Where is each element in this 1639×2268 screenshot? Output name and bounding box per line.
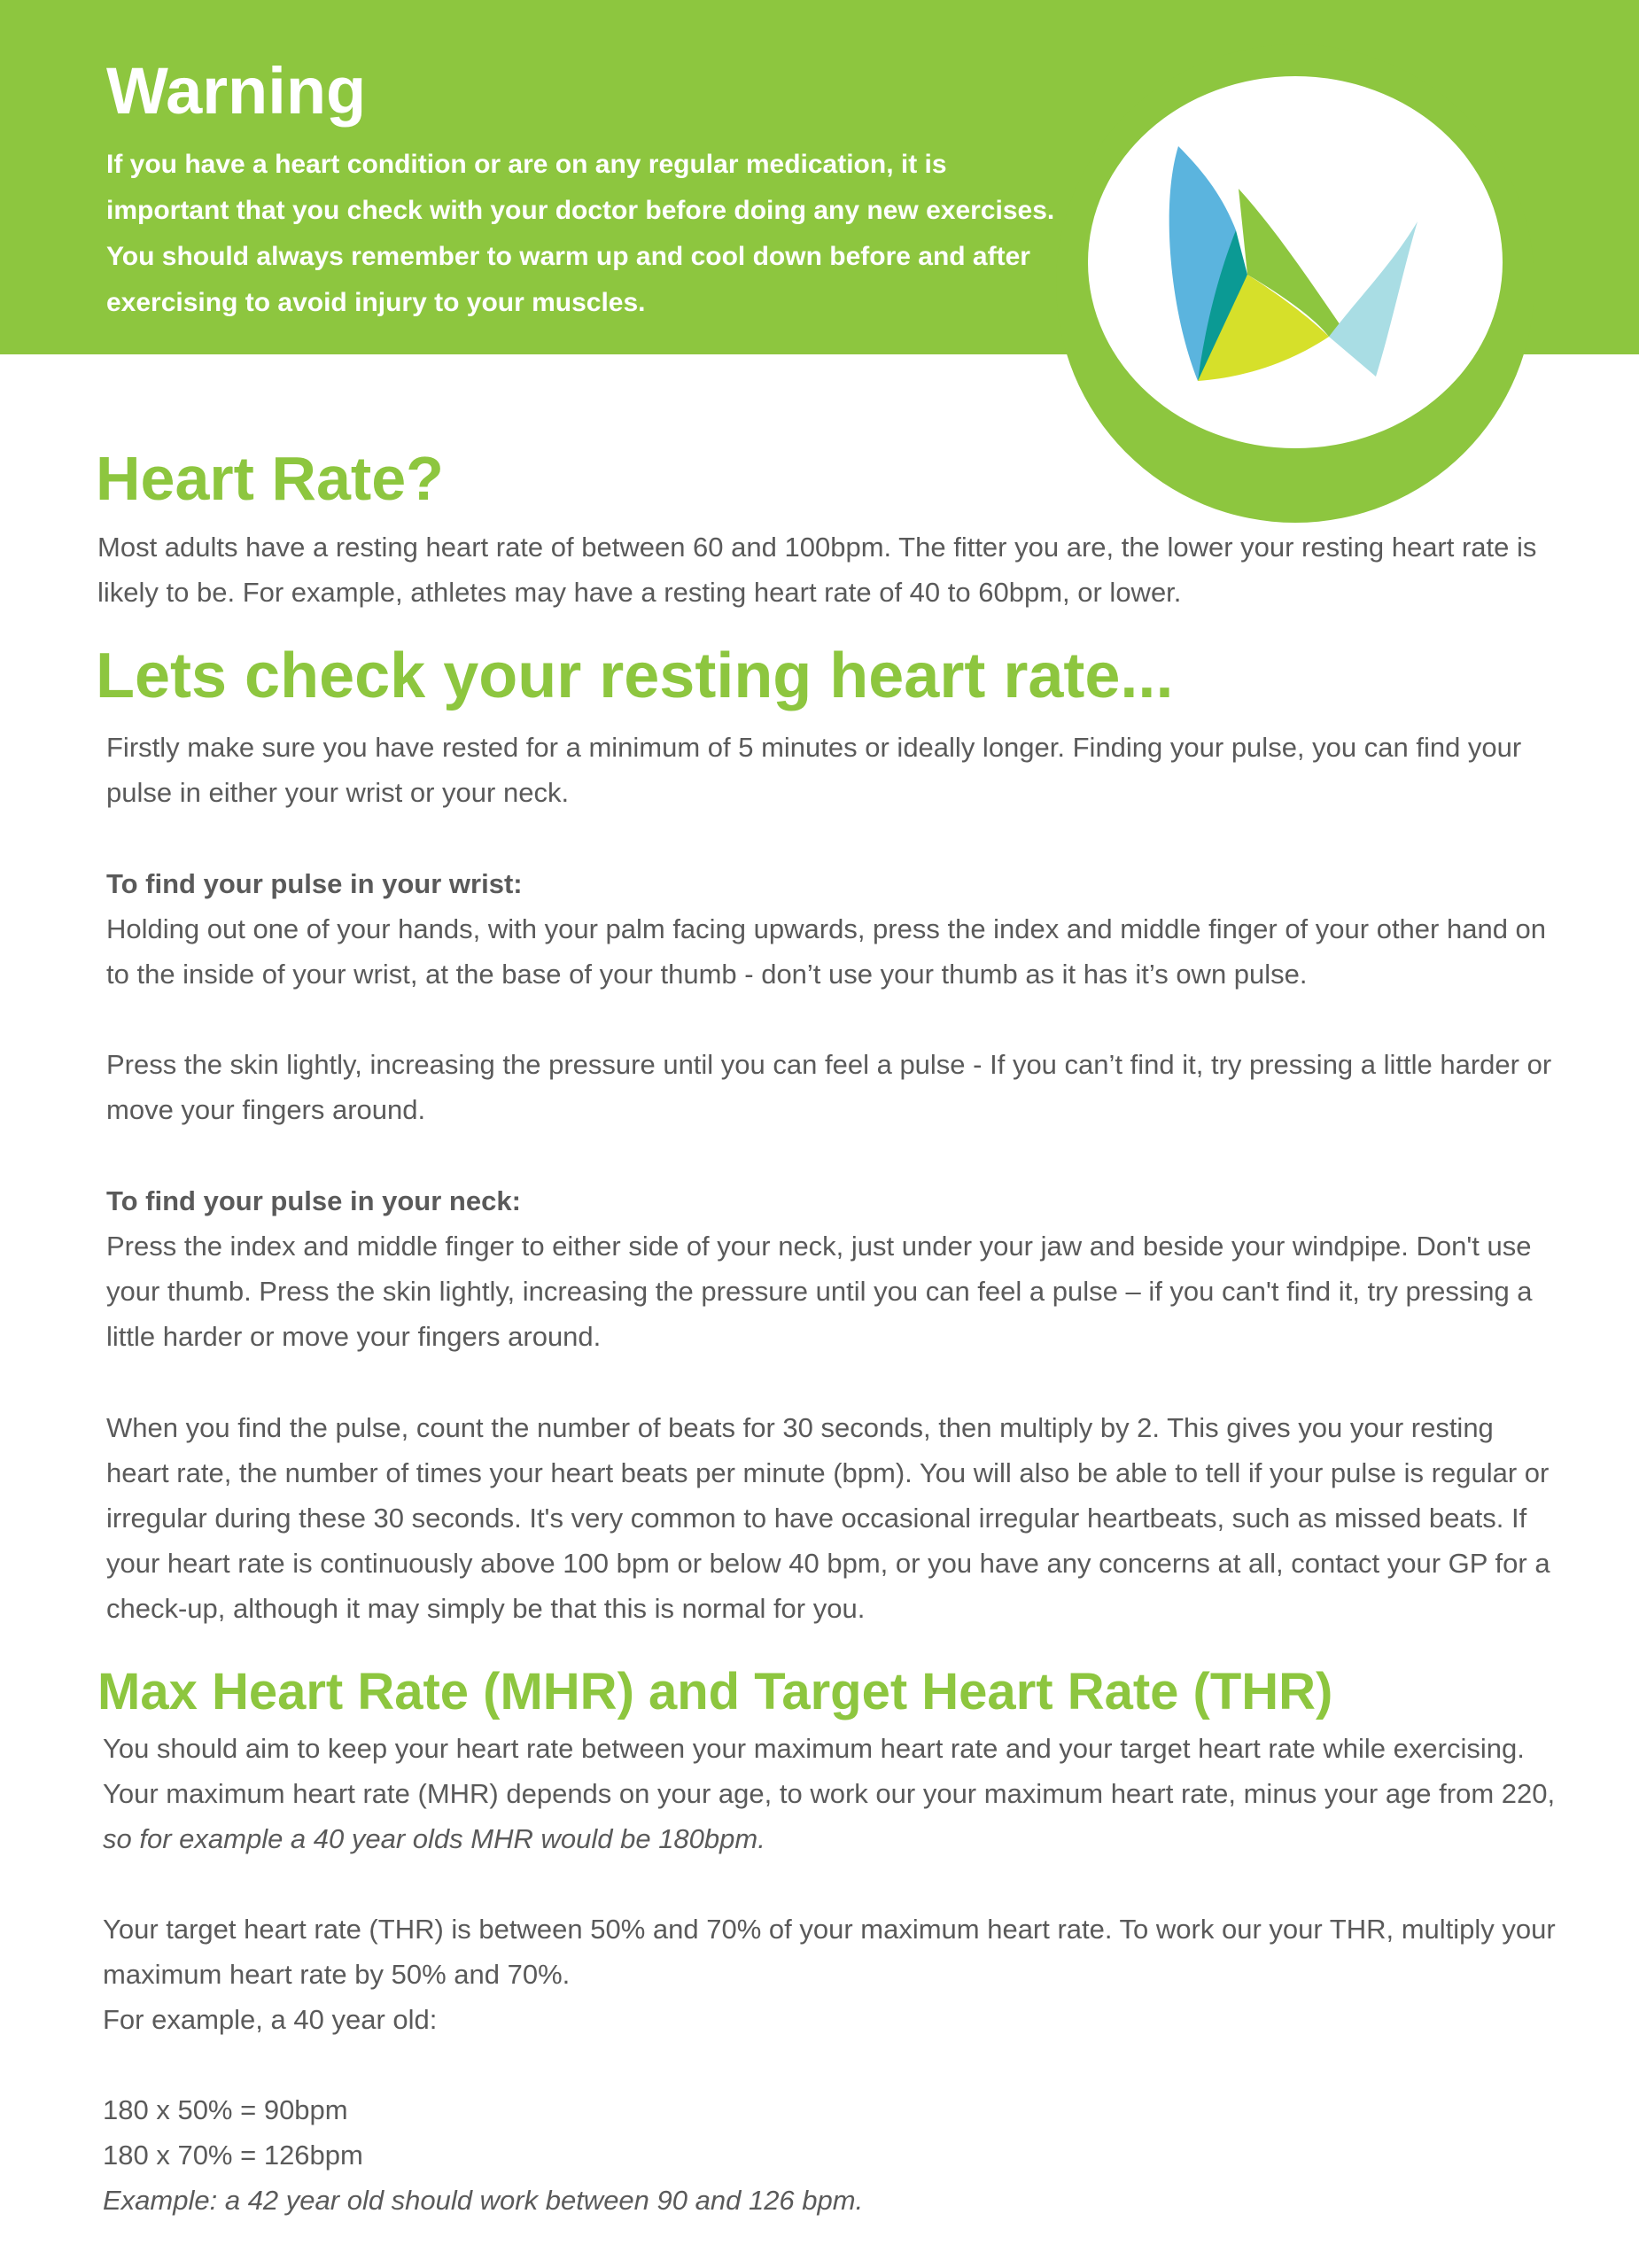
max-target-text-main: You should aim to keep your heart rate between your maximum heart rate and your target heart rate while exercising. Your maximum heart rate (MHR) depends on your age, to work our your maximum heart rate, minus your age from 220,	[103, 1733, 1556, 1809]
warning-text: If you have a heart condition or are on any regular medication, it is important that you check with your doctor before doing any new exercises. You should always remember to warm up and cool down before and after exercising to avoid injury to your muscles.	[106, 150, 1055, 317]
heart-rate-text: Most adults have a resting heart rate of between 60 and 100bpm. The fitter you are, the lower your resting heart rate is likely to be. For example, athletes may have a resting heart rate of 40 to 60bpm, or lower.	[97, 532, 1537, 608]
neck-heading: To find your pulse in your neck:	[106, 1185, 521, 1216]
press-text: Press the skin lightly, increasing the pressure until you can feel a pulse - If you can’t find it, try pressing a little harder or move your fingers around.	[106, 1049, 1552, 1125]
resting-intro: Firstly make sure you have rested for a minimum of 5 minutes or ideally longer. Finding your pulse, you can find your pulse in either your wrist or your neck.	[106, 732, 1522, 808]
max-target-text	[103, 1726, 1556, 1861]
warning-title: Warning	[106, 54, 367, 128]
wrist-text: Holding out one of your hands, with your palm facing upwards, press the index and middle finger of your other hand on to the inside of your wrist, at the base of your thumb - don’t use your thumb as it has it’s own pulse.	[106, 913, 1547, 990]
count-text: When you find the pulse, count the number of beats for 30 seconds, then multiply by 2. This gives you your resting heart rate, the number of times your heart beats per minute (bpm). You will also be able to tell if your pulse is regular or irregular during these 30 seconds. It's very common to have occasional irregular heartbeats, such as missed beats. If your heart rate is continuously above 100 bpm or below 40 bpm, or you have any concerns at all, contact your GP for a check-up, although it may simply be that this is normal for you.	[106, 1412, 1550, 1624]
heart-rate-title: Heart Rate?	[96, 444, 444, 513]
max-target-text-example: so for example a 40 year olds MHR would be 180bpm.	[103, 1823, 765, 1854]
wrist-heading: To find your pulse in your wrist:	[106, 868, 523, 899]
thr-text: Your target heart rate (THR) is between 50% and 70% of your maximum heart rate. To work our your THR, multiply your maximum heart rate by 50% and 70%.	[103, 1914, 1556, 1990]
calc-50: 180 x 50% = 90bpm	[103, 2094, 348, 2125]
example-intro: For example, a 40 year old:	[103, 2004, 438, 2035]
calc-70: 180 x 70% = 126bpm	[103, 2140, 363, 2171]
neck-text: Press the index and middle finger to either side of your neck, just under your jaw and beside your windpipe. Don't use your thumb. Press the skin lightly, increasing the pressure until you can feel a pulse – if you can't find it, try pressing a little harder or move your fingers around.	[106, 1231, 1533, 1352]
max-target-title: Max Heart Rate (MHR) and Target Heart Rate (THR)	[97, 1663, 1333, 1720]
resting-title: Lets check your resting heart rate...	[96, 641, 1174, 711]
flame-sail-logo-icon	[1152, 133, 1453, 408]
example-text: Example: a 42 year old should work between 90 and 126 bpm.	[103, 2185, 864, 2216]
